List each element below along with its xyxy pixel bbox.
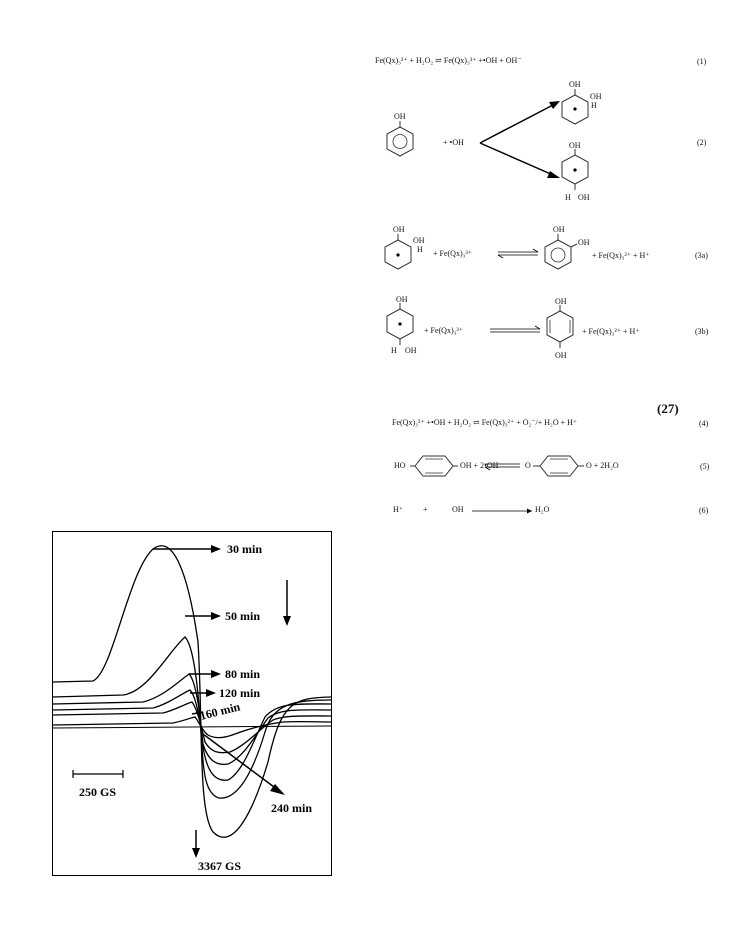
- curve-baseline: [53, 726, 331, 728]
- product-a-h: H: [591, 101, 597, 110]
- equation-2-reactant: + •OH: [443, 138, 464, 147]
- eq6-h: H⁺: [393, 505, 403, 514]
- equation-1-number: (1): [697, 57, 707, 66]
- eq6-oh: OH: [452, 505, 464, 514]
- product-b-h: H: [565, 193, 571, 202]
- eq5-ho: HO: [394, 461, 406, 470]
- label-80-min: 80 min: [225, 667, 261, 681]
- equation-4-number: (4): [699, 419, 709, 428]
- eq3b-right-oh1: OH: [555, 297, 567, 306]
- eq3a-left-oh1: OH: [393, 225, 405, 234]
- product-a-oh1: OH: [569, 80, 581, 89]
- eq3b-post: + Fe(Qx)₃²⁺ + H⁺: [582, 327, 640, 336]
- label-50-min: 50 min: [225, 609, 261, 623]
- eq3a-post: + Fe(Qx)₃²⁺ + H⁺: [592, 251, 650, 260]
- scale-bar-label: 250 GS: [79, 785, 117, 799]
- eq3a-pre: + Fe(Qx)₃³⁺: [433, 249, 473, 258]
- eq3a-right-oh2: OH: [578, 238, 590, 247]
- product-a-oh2: OH: [590, 92, 602, 101]
- field-value-label: 3367 GS: [198, 859, 242, 873]
- equation-2-number: (2): [697, 138, 707, 147]
- eq6-product: H₂O: [535, 505, 550, 514]
- equation-4: Fe(Qx)₃³⁺ +•OH + H₂O₂ ⇌ Fe(Qx)₃²⁺ + O₂⁻/+ H₂O + H⁺: [392, 418, 578, 427]
- eq6-arrow: [472, 505, 534, 515]
- eq3b-right-oh2: OH: [555, 351, 567, 360]
- epr-spectra-plot: [53, 532, 331, 875]
- equation-3b-drawing: [370, 295, 710, 365]
- eq3b-left-h: H: [391, 346, 397, 355]
- eq3b-left-oh1: OH: [396, 295, 408, 304]
- eq3a-right-oh1: OH: [553, 225, 565, 234]
- eq3a-left-oh2: OH: [413, 236, 425, 245]
- eq5-right: O + 2H₂O: [586, 461, 619, 470]
- eq3a-left-h: H: [417, 245, 423, 254]
- eq3b-pre: + Fe(Qx)₃³⁺: [424, 326, 464, 335]
- equation-5-number: (5): [700, 462, 710, 471]
- label-240-min: 240 min: [271, 801, 313, 815]
- label-30-min: 30 min: [227, 542, 263, 556]
- phenol-oh-label: OH: [394, 112, 406, 121]
- eq6-plus: +: [423, 505, 428, 514]
- equation-3b-number: (3b): [695, 327, 709, 336]
- equation-5-drawing: [400, 452, 610, 480]
- equation-6-number: (6): [699, 506, 709, 515]
- label-160-min: 160 min: [198, 699, 242, 723]
- epr-spectrum-figure: [52, 531, 332, 876]
- equation-2-drawing: [370, 75, 710, 215]
- reaction-set-label: (27): [657, 401, 679, 416]
- eq3b-left-oh2: OH: [405, 346, 417, 355]
- equation-3a-number: (3a): [695, 251, 708, 260]
- label-120-min: 120 min: [219, 686, 261, 700]
- eq5-o: O: [525, 461, 531, 470]
- product-b-oh1: OH: [569, 141, 581, 150]
- product-b-oh2: OH: [578, 193, 590, 202]
- equation-1: Fe(Qx)₃²⁺ + H₂O₂ ⇌ Fe(Qx)₃³⁺ +•OH + OH⁻: [375, 56, 522, 65]
- eq5-mid: OH + 2•OH: [460, 461, 499, 470]
